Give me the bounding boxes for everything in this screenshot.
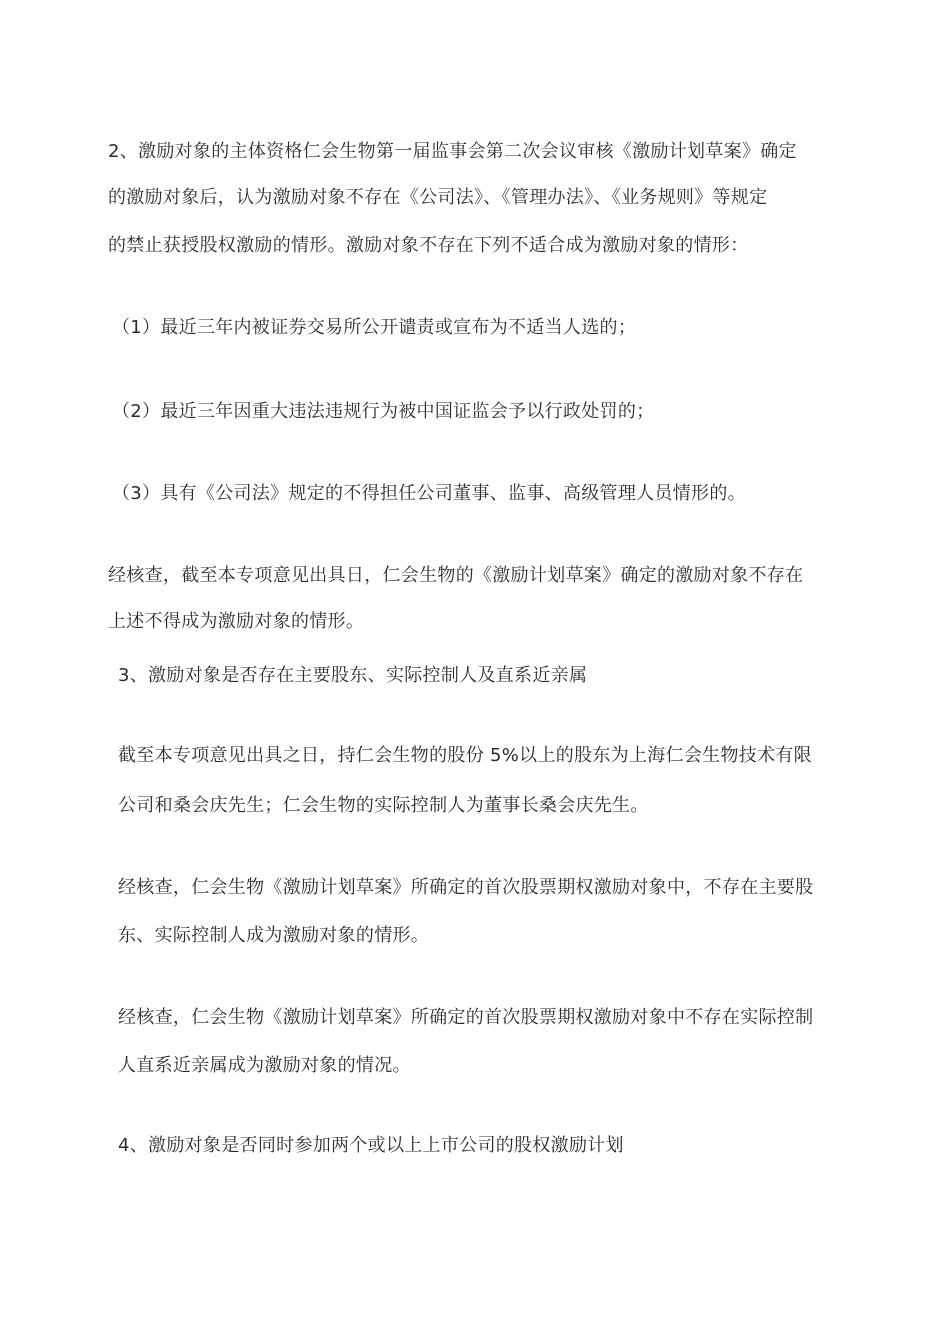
section3-heading: 3、激励对象是否存在主要股东、实际控制人及直系近亲属 — [118, 665, 588, 686]
list-item-2: （2）最近三年因重大违法违规行为被中国证监会予以行政处罚的； — [112, 401, 655, 422]
list-item-3: （3）具有《公司法》规定的不得担任公司董事、监事、高级管理人员情形的。 — [112, 483, 746, 504]
shareholders-line-2: 公司和桑会庆先生；仁会生物的实际控制人为董事长桑会庆先生。 — [118, 795, 649, 816]
section2-line-1: 2、激励对象的主体资格仁会生物第一届监事会第二次会议审核《激励计划草案》确定 — [108, 141, 797, 162]
section4-heading: 4、激励对象是否同时参加两个或以上上市公司的股权激励计划 — [118, 1135, 624, 1156]
conclusion-line-1: 经核查，截至本专项意见出具日，仁会生物的《激励计划草案》确定的激励对象不存在 — [108, 565, 804, 586]
section2-line-2: 的激励对象后，认为激励对象不存在《公司法》、《管理办法》、《业务规则》等规定 — [108, 187, 768, 208]
conclusion-line-2: 上述不得成为激励对象的情形。 — [108, 611, 365, 632]
shareholders-line-1: 截至本专项意见出具之日，持仁会生物的股份 5%以上的股东为上海仁会生物技术有限 — [118, 745, 812, 766]
check3-line-1: 经核查，仁会生物《激励计划草案》所确定的首次股票期权激励对象中不存在实际控制 — [118, 1007, 814, 1028]
check2-line-1: 经核查，仁会生物《激励计划草案》所确定的首次股票期权激励对象中，不存在主要股 — [118, 877, 814, 898]
list-item-1: （1）最近三年内被证券交易所公开谴责或宣布为不适当人选的； — [112, 317, 637, 338]
check3-line-2: 人直系近亲属成为激励对象的情况。 — [118, 1055, 411, 1076]
section2-line-3: 的禁止获授股权激励的情形。激励对象不存在下列不适合成为激励对象的情形： — [108, 235, 749, 256]
check2-line-2: 东、实际控制人成为激励对象的情形。 — [118, 925, 430, 946]
